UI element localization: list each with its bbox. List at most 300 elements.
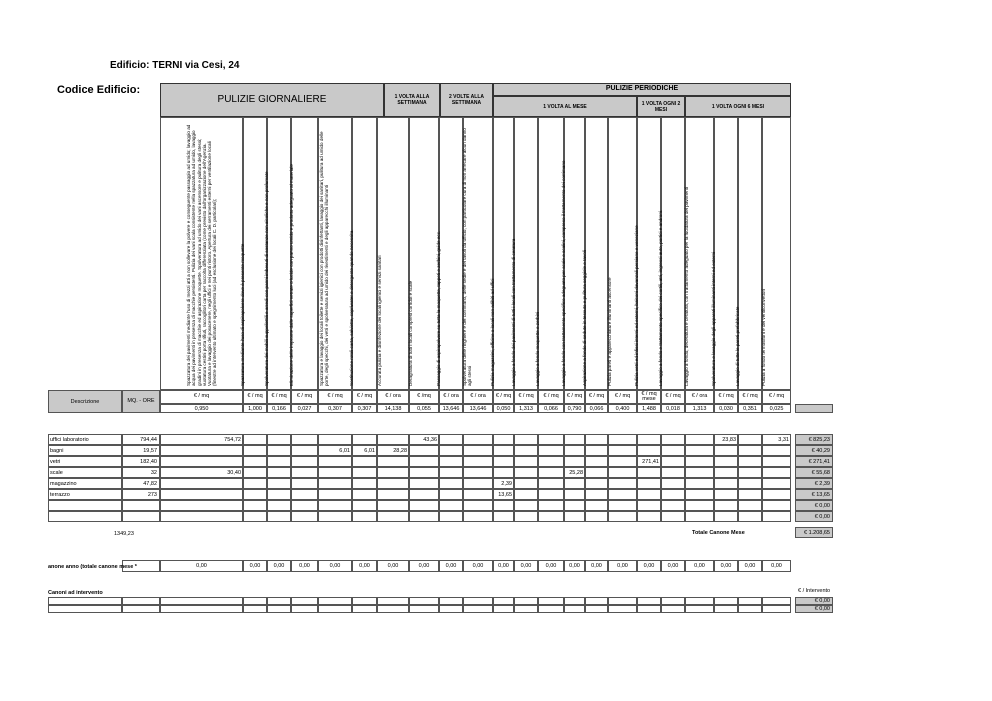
intervento-cell [243, 597, 267, 605]
row-value [608, 511, 637, 522]
row-value [318, 434, 352, 445]
row-value [352, 478, 377, 489]
row-label: magazzino [48, 478, 122, 489]
intervento-cell [377, 605, 409, 613]
row-value [585, 511, 608, 522]
row-value [714, 456, 738, 467]
intervento-cell [514, 605, 538, 613]
row-value [661, 511, 685, 522]
canone-anno-cell: 0,00 [585, 560, 608, 572]
row-value [318, 467, 352, 478]
row-mq [122, 511, 160, 522]
service-description: Accurata pulizia e disinfezione dei locali igienici e servizi sanitari [377, 255, 382, 386]
row-value [762, 489, 791, 500]
row-value: 6,01 [318, 445, 352, 456]
intervento-cell [409, 605, 439, 613]
group-giornaliere: PULIZIE GIORNALIERE [160, 83, 384, 117]
intervento-cell [738, 597, 762, 605]
row-value [738, 511, 762, 522]
row-mq: 182,40 [122, 456, 160, 467]
row-value [291, 456, 318, 467]
row-value [243, 511, 267, 522]
service-description: Pulizia magazzini, officine o locali non adibiti ad uffici [490, 278, 495, 386]
row-value [377, 478, 409, 489]
row-mq: 32 [122, 467, 160, 478]
intervento-cell [714, 597, 738, 605]
intervento-label-cell [48, 605, 122, 613]
row-value [714, 467, 738, 478]
row-value [160, 478, 243, 489]
row-value [661, 489, 685, 500]
canone-anno-cell: 0,00 [318, 560, 352, 572]
row-value [538, 467, 564, 478]
row-value [160, 445, 243, 456]
service-description: Aspirazione a fondo di sedute in tessuto e pulitura seggiole e tavoli [582, 250, 587, 386]
unit-cell: € / ora [463, 390, 493, 404]
service-column-16 [608, 117, 637, 390]
row-value [514, 445, 538, 456]
row-value: 271,41 [637, 456, 661, 467]
row-value [637, 434, 661, 445]
row-value [463, 500, 493, 511]
canone-anno-cell: 0,00 [538, 560, 564, 572]
intervento-cell [439, 605, 463, 613]
row-value [267, 434, 291, 445]
canone-anno-cell: 0,00 [762, 560, 791, 572]
price-cell: 0,790 [564, 404, 585, 413]
row-value [685, 489, 714, 500]
unit-cell: € / mq [608, 390, 637, 404]
row-value [514, 467, 538, 478]
service-column-7 [377, 117, 409, 390]
price-cell: 1,000 [243, 404, 267, 413]
canone-anno-cell: 0,00 [243, 560, 267, 572]
price-cell: 13,646 [439, 404, 463, 413]
row-value [564, 511, 585, 522]
row-value [661, 478, 685, 489]
row-value [318, 456, 352, 467]
service-column-21 [735, 117, 762, 390]
row-total: € 271,41 [795, 456, 833, 467]
row-value [291, 500, 318, 511]
row-value [243, 478, 267, 489]
row-value [714, 489, 738, 500]
canone-anno-cell: 0,00 [738, 560, 762, 572]
row-total: € 825,23 [795, 434, 833, 445]
service-description: Spolveratura dei mobili suppellettili e arredi con panni imbevuti di sostanze non alcoliche e non profumate [264, 171, 269, 386]
canoni-intervento-label: Canoni ad intervento [48, 590, 103, 596]
row-value [564, 445, 585, 456]
unit-cell: € / ora [377, 390, 409, 404]
row-value [538, 489, 564, 500]
row-value [243, 489, 267, 500]
row-label: vetri [48, 456, 122, 467]
row-value [352, 500, 377, 511]
row-value [585, 478, 608, 489]
canone-anno-cell: 0,00 [685, 560, 714, 572]
row-value [608, 434, 637, 445]
row-mq: 794,44 [122, 434, 160, 445]
row-value [685, 467, 714, 478]
intervento-cell [762, 605, 791, 613]
intervento-cell [493, 597, 514, 605]
service-description: Spolveratura e lavaggio degli apparati illuminanti interni ed esterni [711, 251, 716, 386]
row-total: € 55,68 [795, 467, 833, 478]
row-value [409, 511, 439, 522]
row-value: 43,36 [409, 434, 439, 445]
row-value [738, 467, 762, 478]
intervento-cell [439, 597, 463, 605]
row-value: 6,01 [352, 445, 377, 456]
intervento-cell [243, 605, 267, 613]
row-value [762, 500, 791, 511]
unit-cell: € / mq [661, 390, 685, 404]
canone-anno-cell: 0,00 [267, 560, 291, 572]
service-column-9 [436, 117, 463, 390]
row-value [352, 489, 377, 500]
service-column-4 [288, 117, 318, 390]
mq-ore-header: MQ. - ORE [122, 390, 160, 413]
sum-mq: 1349,23 [114, 531, 134, 537]
row-value [267, 511, 291, 522]
price-cell: 0,018 [661, 404, 685, 413]
intervento-cell [463, 597, 493, 605]
row-value [463, 434, 493, 445]
price-cell: 1,313 [514, 404, 538, 413]
service-column-15 [582, 117, 608, 390]
price-cell: 0,066 [585, 404, 608, 413]
row-value [493, 445, 514, 456]
row-total: € 0,00 [795, 511, 833, 522]
service-description: Lavaggio a fondo e trattamento specifico dei cortili, atri, ingressi auto, portici e androni. [658, 209, 663, 386]
row-value [637, 500, 661, 511]
row-value [661, 467, 685, 478]
row-value [762, 511, 791, 522]
row-total: € 40,29 [795, 445, 833, 456]
row-value [608, 445, 637, 456]
price-cell: 0,950 [160, 404, 243, 413]
price-cell: 0,025 [762, 404, 791, 413]
row-value [291, 467, 318, 478]
row-value [738, 456, 762, 467]
service-column-22 [762, 117, 791, 390]
unit-cell: € / mq [352, 390, 377, 404]
row-value: 2,39 [493, 478, 514, 489]
row-value [637, 478, 661, 489]
row-label [48, 511, 122, 522]
row-value [608, 500, 637, 511]
intervento-cell [685, 605, 714, 613]
row-value [585, 500, 608, 511]
row-value [267, 467, 291, 478]
row-value [585, 445, 608, 456]
row-value [377, 511, 409, 522]
canone-anno-cell: 0,00 [564, 560, 585, 572]
row-mq: 47,82 [122, 478, 160, 489]
unit-cell: € / mq [762, 390, 791, 404]
row-value [564, 489, 585, 500]
row-value [762, 456, 791, 467]
group-settimana-1: 1 VOLTA ALLA SETTIMANA [384, 83, 440, 117]
row-value [514, 489, 538, 500]
row-value [514, 456, 538, 467]
row-value [585, 434, 608, 445]
row-value [514, 500, 538, 511]
row-value [493, 511, 514, 522]
unit-cell: € / mq [585, 390, 608, 404]
intervento-cell [160, 605, 243, 613]
row-value [538, 511, 564, 522]
intervento-cell [637, 605, 661, 613]
service-column-19 [685, 117, 714, 390]
service-column-5 [318, 117, 352, 390]
intervento-cell [564, 597, 585, 605]
row-value [463, 456, 493, 467]
price-cell: 14,138 [377, 404, 409, 413]
intervento-cell [267, 597, 291, 605]
service-description: Lavaggio a fondo, deceratura e ceratura, con trattamento adeguato per la lucidatura dei pavimenti [683, 187, 689, 386]
service-description: Lavaggio a fondo con trattamento specifico adeguato per scale e scalini, compreso il trattamento dei corrimano [561, 160, 566, 386]
row-value [318, 489, 352, 500]
intervento-label-cell [48, 597, 122, 605]
row-value [377, 456, 409, 467]
intervento-cell [538, 605, 564, 613]
row-value [661, 445, 685, 456]
row-value [377, 434, 409, 445]
price-cell: 0,400 [608, 404, 637, 413]
unit-cell: € / mq [538, 390, 564, 404]
row-value [608, 456, 637, 467]
price-cell: 0,050 [493, 404, 514, 413]
price-cell: 0,030 [714, 404, 738, 413]
row-value [318, 511, 352, 522]
row-value [463, 489, 493, 500]
intervento-cell [637, 597, 661, 605]
intervento-cell [685, 597, 714, 605]
group-mesi-6: 1 VOLTA OGNI 6 MESI [685, 96, 791, 117]
row-value [377, 489, 409, 500]
service-column-8 [409, 117, 439, 390]
row-value [267, 445, 291, 456]
row-value [439, 456, 463, 467]
price-cell: 0,066 [538, 404, 564, 413]
row-total: € 13,65 [795, 489, 833, 500]
intervento-cell [318, 605, 352, 613]
row-value [493, 500, 514, 511]
row-value [439, 467, 463, 478]
intervento-cell [352, 605, 377, 613]
intervento-cell [409, 597, 439, 605]
row-value [538, 445, 564, 456]
row-value [409, 500, 439, 511]
intervento-mq-cell [122, 597, 160, 605]
intervento-cell [661, 605, 685, 613]
totale-canone-mese-value: € 1.208,65 [795, 527, 833, 538]
canone-anno-cell: 0,00 [661, 560, 685, 572]
group-periodiche: PULIZIE PERIODICHE [493, 83, 791, 96]
building-title: Edificio: TERNI via Cesi, 24 [110, 60, 240, 71]
intervento-cell [463, 605, 493, 613]
price-cell: 1,313 [685, 404, 714, 413]
row-value [160, 511, 243, 522]
row-value [514, 434, 538, 445]
intervento-cell [352, 597, 377, 605]
row-value [291, 434, 318, 445]
intervento-cell [714, 605, 738, 613]
unit-cell: € / mq [564, 390, 585, 404]
row-value [685, 445, 714, 456]
service-description: Passaggio di aspirapolvere su tutta la moquette, tappeti e zerbini, guide ecc. [436, 230, 441, 386]
row-value [439, 445, 463, 456]
canone-anno-cell: 0,00 [377, 560, 409, 572]
row-value [352, 456, 377, 467]
canone-anno-cell: 0,00 [608, 560, 637, 572]
row-value [585, 489, 608, 500]
canone-anno-cell: 0,00 [409, 560, 439, 572]
row-value [267, 478, 291, 489]
unit-cell: € / mq [714, 390, 738, 404]
row-value [352, 511, 377, 522]
price-cell: 0,055 [409, 404, 439, 413]
intervento-cell [514, 597, 538, 605]
canone-anno-cell: 0,00 [352, 560, 377, 572]
row-mq [122, 500, 160, 511]
unit-cell: € / ora [439, 390, 463, 404]
service-column-3 [264, 117, 291, 390]
row-value [685, 511, 714, 522]
price-cell: 0,307 [318, 404, 352, 413]
row-value: 3,31 [762, 434, 791, 445]
unit-cell: € / mq [318, 390, 352, 404]
intervento-cell [318, 597, 352, 605]
intervento-total-2: € 0,00 [795, 605, 833, 613]
service-column-1 [160, 117, 243, 390]
row-value [538, 434, 564, 445]
intervento-unit: € / Intervento [798, 588, 831, 594]
row-value [564, 434, 585, 445]
price-cell: 1,488 [637, 404, 661, 413]
row-value: 30,40 [160, 467, 243, 478]
service-description: Spazzatura mediante l'uso di aspirapolvere dove è presente moquette [240, 243, 245, 386]
intervento-cell [377, 597, 409, 605]
row-value [637, 511, 661, 522]
row-value [267, 500, 291, 511]
intervento-cell [608, 597, 637, 605]
row-value [564, 478, 585, 489]
intervento-cell [564, 605, 585, 613]
intervento-cell [661, 597, 685, 605]
service-description: Pulizia vetri ed infissi interni ed esterni, balconi davanzali persiane e veneziane [634, 225, 639, 386]
row-value [160, 500, 243, 511]
unit-cell: € / mq [291, 390, 318, 404]
row-total: € 2,39 [795, 478, 833, 489]
canone-anno-cell: 0,00 [439, 560, 463, 572]
intervento-total-1: € 0,00 [795, 597, 833, 605]
row-value [160, 489, 243, 500]
row-value [377, 467, 409, 478]
row-value [318, 500, 352, 511]
row-value [685, 500, 714, 511]
service-column-6 [349, 117, 377, 390]
row-value [564, 456, 585, 467]
row-value [762, 445, 791, 456]
row-value [637, 445, 661, 456]
unit-cell: € / mq mese [637, 390, 661, 404]
intervento-cell [160, 597, 243, 605]
service-description: Spazzatura dei pavimenti mediante l'uso di mezzi atti a non sollevare la polvere e conseguente passaggio ad umido; lavaggio ad acqua dei pavimenti in presenza di macchie persistenti. Pulizia dei vani scala consistente nella spazzatura ad umido, lavaggio gradini in presenza di macchie ed aspirazione moquette. Spolveratura ad umido dei vani ascensore e pulitura degli stessi; vuotatura cestini porta rifiuti, raccoglitori carta per raccolta differenziata (come previsto dall'organizzazione dell'Agenzia. Vuotatura e lavaggio dei posacenere, negli uffici e nei punti ristoro. Apertura dei serramenti esterni per ventilazione locali (finestre ad intervento ultimato e spegnimento luci (ad esclusione dei locali C. D. particolari); [185, 124, 217, 386]
row-value [493, 434, 514, 445]
unit-cell: € / mq [738, 390, 762, 404]
row-value [538, 478, 564, 489]
row-value [538, 500, 564, 511]
row-value [409, 489, 439, 500]
row-value: 28,28 [377, 445, 409, 456]
row-value [439, 500, 463, 511]
canone-anno-cell: 0,00 [714, 560, 738, 572]
service-description: Sostituzione rotoli carta, salviette, copriwater e detergente quando necessita. [349, 229, 354, 386]
row-value [439, 511, 463, 522]
row-value [352, 467, 377, 478]
row-value [463, 467, 493, 478]
canone-anno-cell: 0,00 [160, 560, 243, 572]
row-value: 25,28 [564, 467, 585, 478]
row-value [585, 467, 608, 478]
row-value [463, 511, 493, 522]
row-value [243, 445, 267, 456]
group-settimana-2: 2 VOLTE ALLA SETTIMANA [440, 83, 493, 117]
intervento-cell [738, 605, 762, 613]
row-value [637, 467, 661, 478]
unit-cell: € / mq [514, 390, 538, 404]
row-value [439, 434, 463, 445]
row-value [409, 456, 439, 467]
row-value [738, 478, 762, 489]
row-value [267, 456, 291, 467]
row-value [409, 467, 439, 478]
row-total: € 0,00 [795, 500, 833, 511]
row-value [738, 500, 762, 511]
row-value [514, 511, 538, 522]
row-value [291, 478, 318, 489]
row-mq: 273 [122, 489, 160, 500]
service-description: Spolveratura delle ringhiere e dei corrimano, delle sedie e dei tavoli da ufficio, con particolare cura di non arrecare alcun danno agli stessi [462, 128, 473, 386]
row-value [493, 456, 514, 467]
row-value [738, 434, 762, 445]
row-value [291, 489, 318, 500]
row-label [48, 500, 122, 511]
total-column-header [795, 404, 833, 413]
row-value [409, 445, 439, 456]
intervento-cell [585, 605, 608, 613]
row-value [608, 478, 637, 489]
row-value [352, 434, 377, 445]
intervento-cell [585, 597, 608, 605]
price-cell: 0,166 [267, 404, 291, 413]
row-value [661, 500, 685, 511]
intervento-cell [291, 597, 318, 605]
price-cell: 0,351 [738, 404, 762, 413]
row-label: uffici laboratorio [48, 434, 122, 445]
service-description: Lavaggio a fondo moquette e zerbini [535, 311, 540, 386]
row-value [738, 445, 762, 456]
row-value [661, 456, 685, 467]
row-value [538, 456, 564, 467]
intervento-cell [762, 597, 791, 605]
row-value [714, 445, 738, 456]
service-column-18 [658, 117, 685, 390]
intervento-cell [267, 605, 291, 613]
price-cell: 13,646 [463, 404, 493, 413]
